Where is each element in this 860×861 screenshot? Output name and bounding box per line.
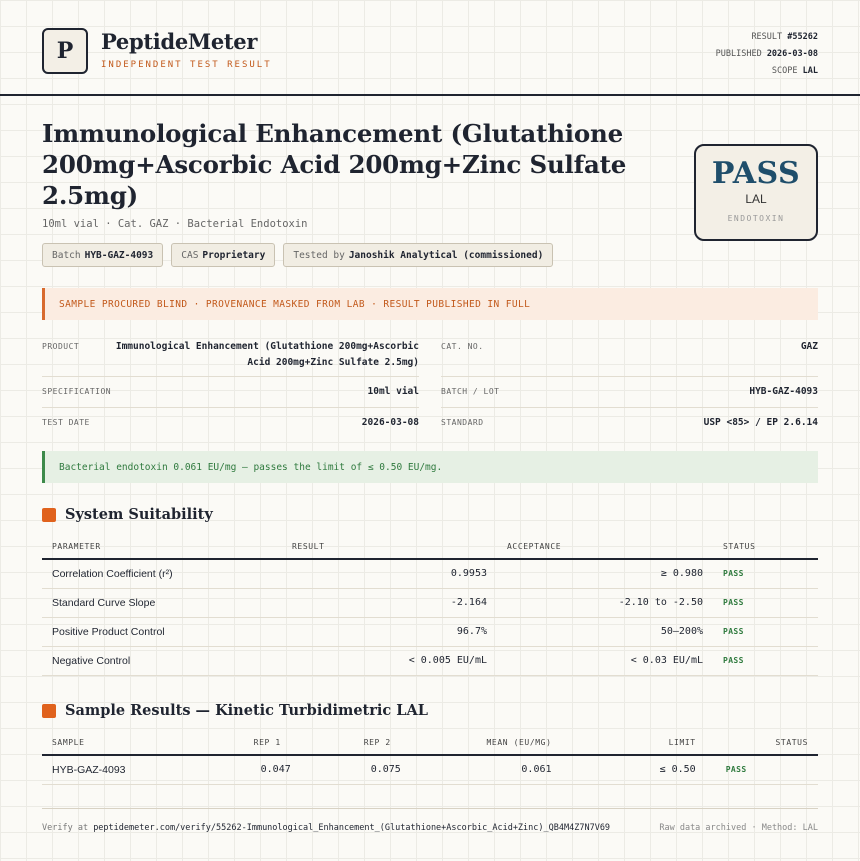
column-header: STATUS: [706, 730, 818, 755]
column-header: STATUS: [713, 534, 818, 559]
batch-chip: [42, 243, 163, 267]
section-marker: [42, 508, 56, 522]
cat-no-value: GAZ: [800, 341, 818, 352]
verify-line: [42, 823, 610, 833]
sample-cell: HYB-GAZ-4093: [42, 755, 196, 784]
product-label: PRODUCT: [42, 342, 80, 351]
parameter-cell: Correlation Coefficient (r²): [42, 559, 282, 588]
batch-chip-label: Batch: [52, 249, 81, 261]
samples-header-row: [42, 730, 818, 755]
section-marker: [42, 704, 56, 718]
status-badge: PASS: [713, 646, 818, 675]
product-subline: 10ml vial · Cat. GAZ · Bacterial Endotoxin: [42, 218, 308, 230]
rep1-cell: 0.047: [196, 755, 291, 784]
column-header: LIMIT: [562, 730, 706, 755]
column-header: REP 2: [291, 730, 401, 755]
table-row: [42, 559, 818, 588]
acceptance-cell: 50–200%: [497, 617, 713, 646]
test-date-label: TEST DATE: [42, 418, 90, 427]
parameter-cell: Positive Product Control: [42, 617, 282, 646]
parameter-cell: Standard Curve Slope: [42, 588, 282, 617]
rep2-cell: 0.075: [291, 755, 401, 784]
table-row: [42, 755, 818, 784]
info-divider: [441, 407, 818, 408]
result-summary: Bacterial endotoxin 0.061 EU/mg — passes the limit of ≤ 0.50 EU/mg.: [42, 451, 818, 483]
brand-tagline: INDEPENDENT TEST RESULT: [101, 60, 272, 70]
brand-logo[interactable]: [42, 28, 88, 74]
verdict-word: PASS: [711, 156, 801, 191]
limit-cell: ≤ 0.50: [562, 755, 706, 784]
verdict-method: LAL: [745, 192, 767, 206]
result-cell: 0.9953: [282, 559, 497, 588]
result-cell: 96.7%: [282, 617, 497, 646]
samples-table: [42, 730, 818, 785]
scope-value: LAL: [802, 66, 818, 76]
report-meta: [716, 29, 818, 80]
tested-by-value: Janoshik Analytical (commissioned): [348, 249, 544, 261]
column-header: ACCEPTANCE: [497, 534, 713, 559]
status-badge: PASS: [713, 559, 818, 588]
batch-lot-value: HYB-GAZ-4093: [749, 386, 818, 397]
acceptance-cell: -2.10 to -2.50: [497, 588, 713, 617]
column-header: PARAMETER: [42, 534, 282, 559]
specification-value: 10ml vial: [367, 386, 419, 397]
column-header: MEAN (EU/MG): [401, 730, 562, 755]
mean-cell: 0.061: [401, 755, 562, 784]
tested-by-chip: [283, 243, 553, 267]
status-badge: PASS: [713, 588, 818, 617]
product-value: Immunological Enhancement (Glutathione 200mg+Ascorbic Acid 200mg+Zinc Sulfate 2.5mg): [115, 341, 419, 368]
table-row: [42, 617, 818, 646]
result-id-line: [716, 29, 818, 46]
suitability-header-row: [42, 534, 818, 559]
published-label: PUBLISHED: [715, 49, 762, 59]
acceptance-cell: < 0.03 EU/mL: [497, 646, 713, 675]
product-chips: [42, 243, 553, 267]
result-label: RESULT: [751, 32, 783, 42]
result-id: #55262: [787, 32, 818, 42]
info-divider: [441, 376, 818, 377]
batch-chip-value: HYB-GAZ-4093: [84, 249, 154, 261]
test-date-value: 2026-03-08: [361, 417, 419, 428]
info-divider: [42, 407, 419, 408]
specification-label: SPECIFICATION: [42, 387, 112, 396]
result-cell: < 0.005 EU/mL: [282, 646, 497, 675]
cas-chip-value: Proprietary: [202, 249, 266, 261]
archive-note: Raw data archived · Method: LAL: [659, 823, 818, 833]
standard-value: USP <85> / EP 2.6.14: [703, 417, 818, 428]
table-row: [42, 646, 818, 675]
suitability-section-head: [42, 506, 213, 523]
result-cell: -2.164: [282, 588, 497, 617]
suitability-title: System Suitability: [65, 506, 213, 523]
report-header: [0, 0, 860, 96]
cas-chip: [171, 243, 275, 267]
standard-label: STANDARD: [441, 418, 484, 427]
status-badge: PASS: [706, 755, 818, 784]
verify-link[interactable]: peptidemeter.com/verify/55262-Immunological_Enhancement_(Glutathione+Ascorbic_Acid+Zinc)_QB4M4Z7N7V69: [93, 823, 611, 833]
procurement-notice: SAMPLE PROCURED BLIND · PROVENANCE MASKED FROM LAB · RESULT PUBLISHED IN FULL: [42, 288, 818, 320]
published-line: [716, 46, 818, 63]
samples-title: Sample Results — Kinetic Turbidimetric LAL: [65, 702, 428, 719]
tested-by-label: Tested by: [293, 249, 345, 261]
suitability-table: [42, 534, 818, 676]
scope-label: SCOPE: [771, 66, 798, 76]
cas-chip-label: CAS: [181, 249, 199, 261]
footer-divider: [42, 808, 818, 809]
verdict-badge: [694, 144, 818, 241]
samples-section-head: [42, 702, 428, 719]
logo-letter: P: [56, 38, 74, 64]
info-divider: [42, 376, 419, 377]
status-badge: PASS: [713, 617, 818, 646]
acceptance-cell: ≥ 0.980: [497, 559, 713, 588]
column-header: REP 1: [196, 730, 291, 755]
cat-no-label: CAT. NO.: [441, 342, 484, 351]
published-date: 2026-03-08: [766, 49, 818, 59]
batch-lot-label: BATCH / LOT: [441, 387, 500, 396]
column-header: SAMPLE: [42, 730, 196, 755]
verify-prefix: Verify at: [42, 823, 89, 833]
scope-line: [716, 63, 818, 80]
parameter-cell: Negative Control: [42, 646, 282, 675]
brand-name[interactable]: PeptideMeter: [101, 29, 258, 54]
column-header: RESULT: [282, 534, 497, 559]
verdict-scope: ENDOTOXIN: [727, 214, 785, 223]
product-title: Immunological Enhancement (Glutathione 200mg+Ascorbic Acid 200mg+Zinc Sulfate 2.5mg): [42, 119, 627, 210]
table-row: [42, 588, 818, 617]
